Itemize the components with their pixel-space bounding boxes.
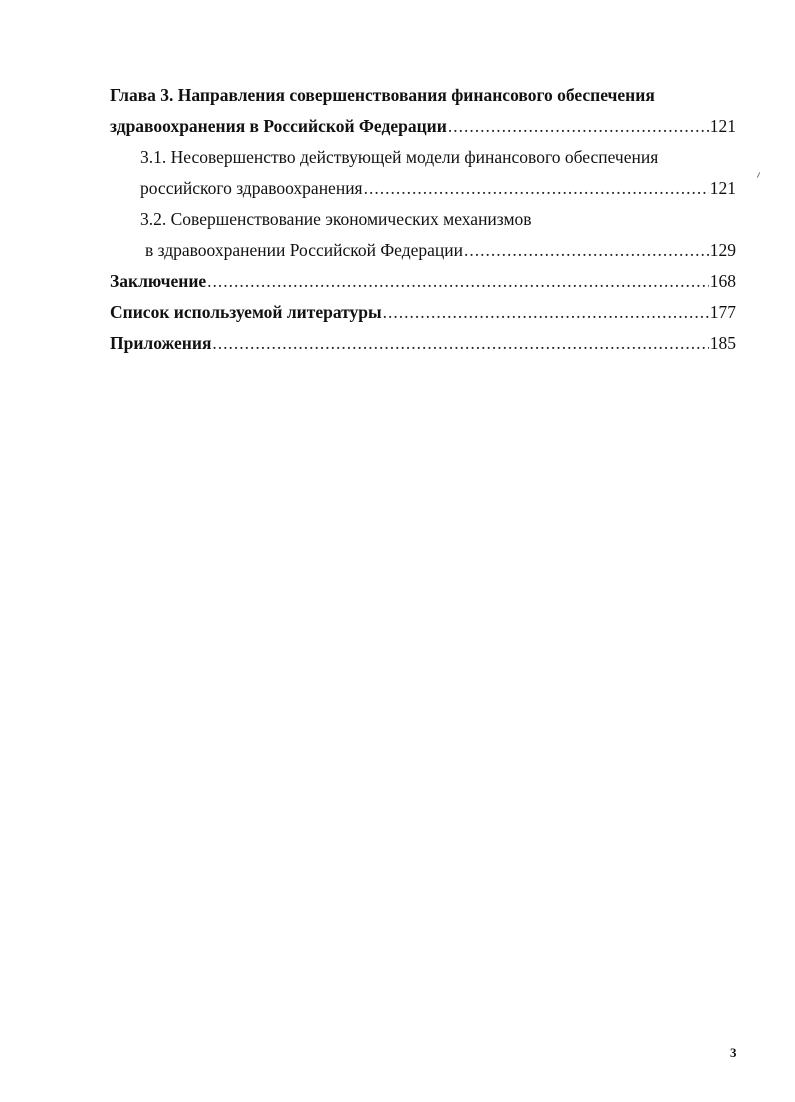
toc-page-number: 168 xyxy=(709,271,736,291)
toc-leader-dots xyxy=(448,111,709,142)
toc-leader-dots xyxy=(464,235,709,266)
toc-references-title: Список используемой литературы xyxy=(110,302,382,322)
toc-section-3-1-title-line-1 xyxy=(110,142,736,173)
toc-page-number: 177 xyxy=(709,302,736,322)
toc-page-number: 121 xyxy=(709,178,736,198)
toc-chapter-3-title-text-2: здравоохранения в Российской Федерации xyxy=(110,116,447,136)
footer-page-number: 3 xyxy=(730,1045,737,1060)
toc-chapter-3-title-text-1: Глава 3. Направления совершенствования финансового обеспечения xyxy=(110,85,655,105)
scan-artifact-mark xyxy=(757,172,760,178)
toc-section-3-2-title-line-1 xyxy=(110,204,736,235)
toc-entry-section-3-2[interactable] xyxy=(110,235,736,266)
toc-conclusion-title: Заключение xyxy=(110,271,207,291)
table-of-contents xyxy=(110,80,736,359)
toc-leader-dots xyxy=(383,297,709,328)
toc-entry-conclusion[interactable] xyxy=(110,266,736,297)
toc-leader-dots xyxy=(364,173,709,204)
toc-section-3-2-title-text-1: 3.2. Совершенствование экономических механизмов xyxy=(140,209,532,229)
toc-appendices-title: Приложения xyxy=(110,333,212,353)
toc-entry-appendices[interactable] xyxy=(110,328,736,359)
toc-entry-section-3-1[interactable] xyxy=(110,173,736,204)
toc-leader-dots xyxy=(212,328,708,359)
toc-section-3-1-title-text-1: 3.1. Несовершенство действующей модели финансового обеспечения xyxy=(140,147,659,167)
toc-entry-references[interactable] xyxy=(110,297,736,328)
toc-chapter-3-title-line-1 xyxy=(110,80,736,111)
toc-entry-chapter-3[interactable] xyxy=(110,111,736,142)
toc-section-3-1-title-text-2: российского здравоохранения xyxy=(140,178,363,198)
toc-page-number: 185 xyxy=(709,333,736,353)
toc-page-number: 121 xyxy=(709,116,736,136)
toc-page-number: 129 xyxy=(709,240,736,260)
toc-leader-dots xyxy=(207,266,709,297)
toc-section-3-2-title-text-2: в здравоохранении Российской Федерации xyxy=(145,240,463,260)
